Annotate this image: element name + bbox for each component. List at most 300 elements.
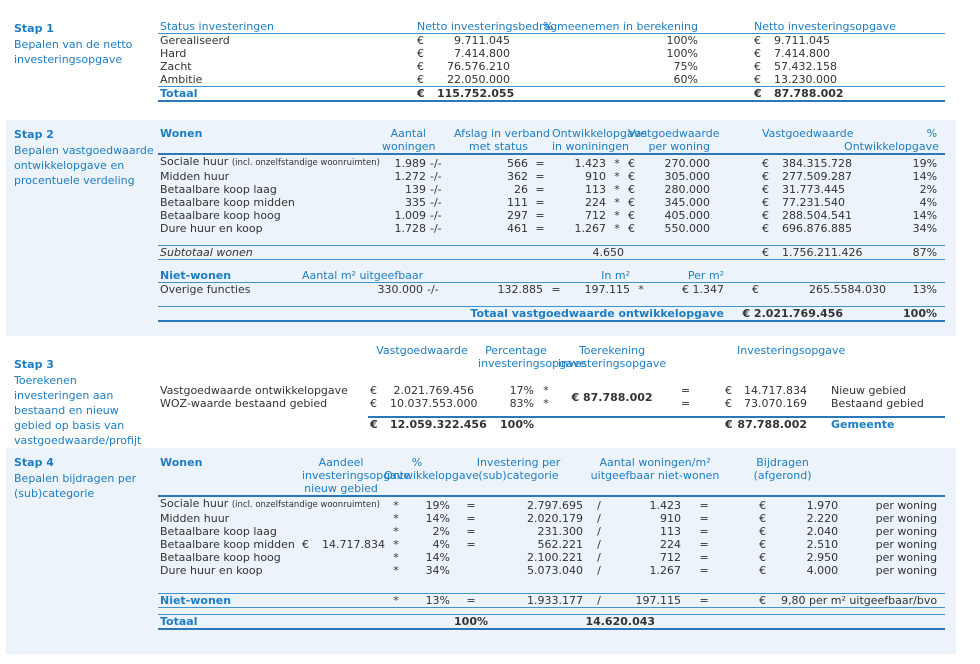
op-eq: =	[535, 183, 545, 196]
pct-value: 13%	[410, 594, 452, 608]
op-mul: *	[393, 538, 399, 551]
op-eq: =	[699, 538, 709, 551]
table-row	[158, 564, 945, 577]
euro-sign: €	[302, 538, 309, 551]
pct-value: 17%	[509, 384, 535, 397]
euro-sign: €	[752, 87, 772, 102]
total-row	[158, 307, 945, 322]
euro-sign: €	[628, 209, 635, 222]
euro-sign: €	[762, 209, 770, 222]
table-row	[158, 170, 945, 183]
col-header-investeringsopgave: Investeringsopgave	[737, 344, 846, 357]
unit-label: per woning	[875, 564, 938, 577]
pct-value: 14%	[912, 209, 938, 222]
euro-sign: €	[762, 157, 770, 170]
bijdrage-value: 2.510	[806, 538, 839, 551]
header-line: investeringsopgave	[558, 357, 667, 370]
op-eq: =	[551, 283, 561, 296]
header-line: met status	[468, 140, 528, 153]
op-div: /	[597, 525, 601, 538]
category-label: Betaalbare koop laag	[160, 183, 277, 196]
total-pct: 100%	[410, 615, 490, 630]
step4-header-row	[158, 456, 945, 496]
euro-sign: €	[370, 397, 377, 410]
op-minus: -/-	[430, 157, 442, 170]
step1-table	[158, 20, 945, 102]
op-eq: =	[680, 397, 691, 410]
table-row	[158, 551, 945, 564]
ontwikkel-value: 113	[585, 183, 606, 196]
aantal-value: 224	[660, 538, 682, 551]
euro-sign: €	[370, 384, 377, 397]
step1-title: Stap 1	[14, 22, 54, 35]
op-eq: =	[535, 157, 545, 170]
header-line: in woniningen	[552, 140, 629, 153]
gebied-label: Bestaand gebied	[831, 397, 924, 410]
euro-sign: €	[759, 512, 767, 525]
bijdrage-value: 2.950	[806, 551, 839, 564]
unit-label: per woning	[875, 551, 938, 564]
step2-header-row	[158, 127, 945, 154]
col-header-pct	[842, 127, 945, 154]
op-mul: *	[614, 183, 620, 196]
ontwikkel-value: 224	[585, 196, 606, 209]
op-eq	[452, 564, 490, 577]
aandeel-value: 14.717.834	[322, 538, 385, 551]
op-eq: =	[699, 551, 709, 564]
total-row	[158, 615, 945, 630]
afslag-value: 26	[514, 183, 528, 196]
investering-value: 5.073.040	[527, 564, 584, 577]
investering-value: 1.933.177	[490, 594, 585, 608]
category-label: Overige functies	[160, 283, 251, 296]
afslag-value: 566	[507, 157, 528, 170]
op-mul: *	[614, 157, 620, 170]
pct-value: 100%	[666, 47, 698, 60]
header-line: (sub)categorie	[478, 469, 559, 482]
unit-label: per woning	[875, 538, 938, 551]
op-div: /	[597, 512, 601, 525]
header-line: Bijdragen	[756, 456, 809, 469]
op-eq: =	[466, 512, 476, 525]
euro-sign: €	[752, 283, 759, 296]
gebied-label: Nieuw gebied	[831, 384, 907, 397]
op-div: /	[585, 594, 613, 608]
aantal-value: 197.115	[613, 594, 683, 608]
header-line: nieuw gebied	[304, 482, 378, 495]
header-line: %	[411, 456, 423, 469]
col-header-pct	[382, 456, 479, 496]
euro-sign: €	[759, 564, 767, 577]
investering-value: 2.100.221	[527, 551, 584, 564]
step2-side-label	[6, 120, 158, 336]
col-header-wonen: Wonen	[158, 127, 380, 154]
euro-sign: €	[759, 538, 767, 551]
op-div: /	[597, 564, 601, 577]
op-eq: =	[699, 564, 709, 577]
op-minus: -/-	[430, 222, 442, 235]
aantal-value: 139	[405, 183, 426, 196]
pct-value: 60%	[512, 73, 702, 87]
ontwikkel-value: 910	[585, 170, 606, 183]
op-minus: -/-	[427, 283, 439, 296]
bedrag-value: 7.414.800	[454, 47, 510, 60]
euro-sign: €	[762, 222, 770, 235]
euro-sign: €	[752, 73, 772, 87]
op-eq: =	[535, 222, 545, 235]
col-header-opgave: Netto investeringsopgave	[752, 20, 945, 34]
category-label: Sociale huur (incl. onzelfstandige woonruimten)	[160, 155, 380, 168]
bijdrage-value: 1.970	[806, 499, 839, 512]
category-label: Betaalbare koop hoog	[160, 209, 281, 222]
opgave-value: 14.717.834	[744, 384, 808, 397]
pct-value: 4%	[432, 538, 451, 551]
step2-title: Stap 2	[14, 128, 54, 141]
vastgoed-value: 384.315.728	[782, 157, 852, 170]
total-vastgoed: € 2.021.769.456	[726, 307, 888, 322]
op-eq: =	[535, 196, 545, 209]
table-row	[158, 73, 945, 87]
op-mul: *	[393, 551, 399, 564]
category-label: Betaalbare koop hoog	[160, 551, 281, 564]
euro-sign: €	[703, 417, 731, 431]
bijdrage-value: 2.040	[806, 525, 839, 538]
table-row	[158, 47, 945, 60]
header-line: Ontwikkelopgave	[552, 127, 647, 140]
euro-sign: €	[762, 183, 770, 196]
step4-side-label	[6, 448, 158, 654]
status-label: Hard	[160, 47, 187, 60]
opgave-value: 7.414.800	[774, 47, 830, 60]
ontwikkel-value: 1.267	[574, 222, 606, 235]
table-row	[158, 512, 945, 525]
table-row	[158, 283, 945, 297]
op-eq	[452, 551, 490, 564]
opgave-value: 57.432.158	[774, 60, 837, 73]
header-line: Aantal	[390, 127, 426, 140]
header-line: woningen	[382, 140, 436, 153]
step3-table	[158, 344, 945, 431]
euro-sign: €	[754, 34, 761, 47]
col-header-vastgoedwaarde: Vastgoedwaarde	[376, 344, 468, 357]
table-row	[158, 209, 945, 222]
perwoning-value: 280.000	[664, 183, 711, 196]
euro-sign: €	[725, 594, 770, 608]
euro-sign: €	[762, 170, 770, 183]
op-mul: *	[393, 564, 399, 577]
total-opgave: 87.788.002	[774, 87, 844, 100]
nietwonen-header-row	[158, 269, 945, 283]
aantal-value: 1.728	[394, 222, 426, 235]
row-label: Vastgoedwaarde ontwikkelopgave	[160, 384, 348, 397]
afslag-value: 132.885	[497, 283, 543, 296]
op-mul: *	[393, 499, 399, 512]
unit-label: per woning	[875, 525, 938, 538]
euro-sign: €	[760, 246, 780, 260]
ontwikkel-value: 1.423	[574, 157, 606, 170]
pct-value: 13%	[912, 283, 937, 296]
subtotal-pct: 87%	[842, 246, 945, 260]
table-row	[158, 525, 945, 538]
category-label-note: (incl. onzelfstandige woonruimten)	[231, 158, 380, 168]
total-label: Totaal	[158, 87, 415, 102]
op-eq: =	[680, 384, 691, 397]
table-row	[158, 196, 945, 209]
col-header-vastgoedwaarde: Vastgoedwaarde	[760, 127, 842, 154]
bijdrage-unit-value: 9,80 per m² uitgeefbaar/bvo	[770, 594, 945, 608]
aantal-value: 113	[660, 525, 682, 538]
col-header-toerekening	[556, 344, 668, 370]
aantal-value: 910	[660, 512, 682, 525]
op-eq: =	[699, 525, 709, 538]
op-eq: =	[535, 170, 545, 183]
op-mul: *	[614, 222, 620, 235]
total-vastgoed: 12.059.322.456	[390, 418, 487, 431]
category-label: Midden huur	[160, 170, 230, 183]
euro-sign: €	[628, 183, 635, 196]
aantal-value: 1.989	[394, 157, 426, 170]
status-label: Gerealiseerd	[160, 34, 230, 47]
unit-label: per woning	[875, 512, 938, 525]
pct-value: 34%	[912, 222, 938, 235]
bijdrage-value: 2.220	[806, 512, 839, 525]
op-mul: *	[543, 384, 549, 397]
step2-section	[6, 120, 956, 336]
total-row	[158, 87, 945, 102]
euro-sign: €	[415, 73, 435, 87]
pct-value: 100%	[666, 34, 698, 47]
category-label: Dure huur en koop	[160, 564, 263, 577]
total-row	[158, 417, 945, 431]
gemeente-label: Gemeente	[809, 417, 945, 431]
step4-title: Stap 4	[14, 456, 54, 469]
euro-sign: €	[754, 47, 761, 60]
euro-sign: €	[754, 60, 761, 73]
table-row	[158, 538, 945, 551]
col-header-aantal	[585, 456, 725, 496]
bedrag-value: 22.050.000	[435, 73, 512, 87]
toerekening-merged-value: € 87.788.002	[571, 390, 653, 404]
op-eq: =	[699, 512, 709, 525]
step1-section	[6, 14, 956, 112]
col-header-bijdragen	[725, 456, 840, 496]
euro-sign: €	[417, 60, 424, 73]
header-line: Toerekening	[578, 344, 646, 357]
euro-sign: €	[725, 397, 733, 410]
op-div: /	[597, 551, 601, 564]
header-line: Percentage	[485, 344, 547, 357]
header-line: per woning	[648, 140, 711, 153]
aantal-value: 712	[660, 551, 682, 564]
header-gap	[702, 20, 752, 34]
aantal-value: 1.423	[649, 499, 682, 512]
vastgoed-value: 288.504.541	[782, 209, 852, 222]
nietwonen-label: Niet-wonen	[158, 594, 300, 608]
op-minus: -/-	[430, 209, 442, 222]
table-row	[158, 496, 945, 512]
investering-value: 231.300	[537, 525, 584, 538]
step2-subtitle: Bepalen vastgoedwaarde ontwikkelopgave en procentuele verdeling	[14, 144, 154, 187]
step4-table	[158, 456, 945, 630]
op-eq: =	[452, 594, 490, 608]
op-div: /	[597, 499, 601, 512]
header-line: Investering per	[476, 456, 561, 469]
euro-sign: €	[628, 157, 635, 170]
vastgoed-value: 277.509.287	[782, 170, 852, 183]
perwoning-value: 305.000	[664, 170, 711, 183]
op-eq: =	[466, 525, 476, 538]
total-pct: 100%	[476, 417, 536, 431]
col-header-inm2: In m²	[567, 269, 632, 283]
investering-value: 562.221	[537, 538, 584, 551]
op-minus: -/-	[430, 196, 442, 209]
pct-value: 4%	[919, 196, 938, 209]
pct-value: 83%	[509, 397, 535, 410]
afslag-value: 111	[507, 196, 528, 209]
divider	[158, 296, 945, 307]
total-pct: 100%	[888, 307, 945, 322]
header-line: uitgeefbaar niet-wonen	[590, 469, 720, 482]
op-div: /	[597, 538, 601, 551]
subtotal-vastgoed: 1.756.211.426	[782, 246, 863, 259]
aantal-value: 1.272	[394, 170, 426, 183]
nietwonen-row	[158, 594, 945, 608]
table-row	[158, 183, 945, 196]
col-header-m2-uitgeefbaar: Aantal m² uitgeefbaar	[302, 269, 424, 282]
total-bedrag: 115.752.055	[437, 87, 515, 100]
afslag-value: 461	[507, 222, 528, 235]
op-eq: =	[466, 499, 476, 512]
step4-subtitle: Bepalen bijdragen per (sub)categorie	[14, 472, 137, 500]
category-label: Midden huur	[160, 512, 230, 525]
col-header-aandeel	[300, 456, 411, 496]
euro-sign: €	[417, 34, 424, 47]
euro-sign: €	[725, 384, 733, 397]
op-eq: =	[466, 538, 476, 551]
col-header-nietwonen: Niet-wonen	[158, 269, 300, 283]
vastgoed-value: 265.5584.030	[809, 283, 886, 296]
category-label: Dure huur en koop	[160, 222, 263, 235]
step3-side-label	[6, 336, 158, 448]
step1-header-row	[158, 20, 945, 34]
pct-value: 14%	[425, 551, 451, 564]
header-line: Aantal woningen/m²	[599, 456, 711, 469]
divider	[158, 577, 945, 594]
header-line: Vastgoedwaarde	[628, 127, 720, 140]
euro-sign: €	[759, 551, 767, 564]
divider	[158, 608, 945, 615]
euro-sign: €	[762, 196, 770, 209]
col-header-percentage	[476, 344, 587, 370]
aantal-value: 1.009	[394, 209, 426, 222]
pct-value: 19%	[425, 499, 451, 512]
pct-value: 75%	[673, 60, 698, 73]
perm2-value: € 1.347	[682, 283, 724, 296]
col-header-perwoning	[626, 127, 720, 154]
euro-sign: €	[628, 222, 635, 235]
category-label: Sociale huur (incl. onzelfstandige woonruimten)	[160, 497, 380, 510]
col-header-status: Status investeringen	[158, 20, 415, 34]
afslag-value: 362	[507, 170, 528, 183]
aantal-value: 335	[405, 196, 426, 209]
col-header-aantal	[380, 127, 436, 154]
row-label: WOZ-waarde bestaand gebied	[160, 397, 328, 410]
subtotal-label: Subtotaal wonen	[158, 246, 380, 260]
step1-subtitle: Bepalen van de netto investeringsopgave	[14, 38, 133, 66]
op-minus: -/-	[430, 183, 442, 196]
header-line: investeringsopgave	[478, 357, 587, 370]
euro-sign: €	[628, 170, 635, 183]
pct-value: 2%	[919, 183, 938, 196]
divider	[158, 235, 945, 246]
vastgoed-value: 2.021.769.456	[393, 384, 475, 397]
unit-label: per woning	[875, 499, 938, 512]
euro-sign: €	[368, 417, 388, 431]
op-mul: *	[393, 512, 399, 525]
table-row	[158, 154, 945, 170]
euro-sign: €	[415, 87, 435, 102]
perwoning-value: 345.000	[664, 196, 711, 209]
opgave-value: 9.711.045	[774, 34, 830, 47]
step3-section	[6, 336, 956, 448]
table-row	[158, 222, 945, 235]
op-mul: *	[614, 196, 620, 209]
step3-subtitle: Toerekenen investeringen aan bestaand en nieuw gebied op basis van vastgoedwaarde/profijt	[14, 374, 142, 447]
vastgoed-value: 31.773.445	[782, 183, 845, 196]
pct-value: 2%	[432, 525, 451, 538]
category-label: Betaalbare koop midden	[160, 538, 295, 551]
subtotal-row	[158, 246, 945, 260]
euro-sign: €	[417, 47, 424, 60]
bedrag-value: 9.711.045	[454, 34, 510, 47]
step3-title: Stap 3	[14, 358, 54, 371]
op-eq: =	[535, 209, 545, 222]
table-row	[158, 384, 945, 397]
opgave-value: 13.230.000	[774, 73, 837, 86]
table-row	[158, 60, 945, 73]
bijdrage-value: 4.000	[806, 564, 839, 577]
op-mul: *	[382, 594, 410, 608]
aantal-value: 1.267	[649, 564, 682, 577]
header-line: investeringsopgave	[302, 469, 411, 482]
step4-section	[6, 448, 956, 654]
col-header-pct: % meenemen in berekening	[512, 20, 702, 34]
euro-sign: €	[759, 525, 767, 538]
aantal-value: 330.000	[377, 283, 423, 296]
category-label: Betaalbare koop midden	[160, 196, 295, 209]
status-label: Ambitie	[158, 73, 415, 87]
subtotal-ontwikkel: 4.650	[550, 246, 626, 260]
divider	[158, 370, 945, 384]
col-header-ontwikkelopgave	[550, 127, 647, 154]
pct-value: 19%	[912, 157, 938, 170]
vastgoed-value: 77.231.540	[782, 196, 845, 209]
euro-sign: €	[759, 499, 767, 512]
op-mul: *	[614, 170, 620, 183]
op-mul: *	[614, 209, 620, 222]
step3-header-row	[158, 344, 945, 370]
category-label: Betaalbare koop laag	[160, 525, 277, 538]
inm2-value: 197.115	[584, 283, 630, 296]
header-line: Afslag in verband	[454, 127, 551, 140]
investering-value: 2.797.695	[527, 499, 584, 512]
op-mul: *	[638, 283, 644, 296]
op-minus: -/-	[430, 170, 442, 183]
euro-sign: €	[628, 196, 635, 209]
divider	[158, 410, 945, 417]
op-mul: *	[393, 525, 399, 538]
header-line: Aandeel	[318, 456, 364, 469]
